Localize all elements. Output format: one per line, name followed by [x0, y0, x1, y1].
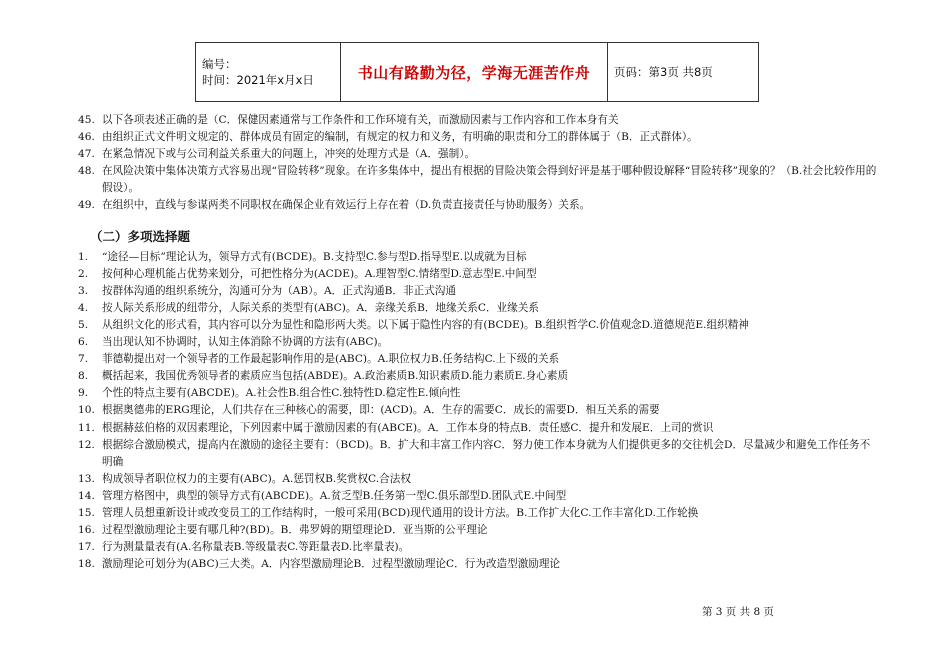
question-text: 构成领导者职位权力的主要有(ABC)。A.惩罚权B.奖赏权C.合法权: [102, 472, 411, 485]
question-item: [78, 522, 878, 539]
question-text: 个性的特点主要有(ABCDE)。A.社会性B.组合性C.独特性D.稳定性E.倾向性: [102, 387, 461, 400]
question-number: 46.: [78, 131, 95, 144]
question-number: 10.: [78, 404, 95, 417]
question-item: [78, 112, 878, 129]
question-item: [78, 471, 878, 488]
question-item: [78, 197, 878, 214]
question-item: [78, 317, 878, 334]
time-label: 时间：2021年x月x日: [202, 73, 314, 87]
question-number: 14.: [78, 489, 95, 502]
motto: 书山有路勤为径，学海无涯苦作舟: [341, 43, 608, 102]
question-text: 过程型激励理论主要有哪几种?(BD)。B．弗罗姆的期望理论D．亚当斯的公平理论: [102, 524, 488, 537]
question-item: [78, 334, 878, 351]
question-item: [78, 420, 878, 437]
question-text: 管理方格图中，典型的领导方式有(ABCDE)。A.贫乏型B.任务第一型C.俱乐部型D.团队式E.中间型: [102, 489, 567, 502]
question-number: 11.: [78, 421, 95, 434]
question-item: [78, 266, 878, 283]
question-number: 12.: [78, 438, 95, 451]
question-number: 15.: [78, 506, 95, 519]
question-text: 管理人员想重新设计或改变员工的工作结构时，一般可采用(BCD)现代通用的设计方法。B.工作扩大化C.工作丰富化D.工作轮换: [102, 506, 699, 519]
multi-choice-list: [78, 249, 878, 574]
question-number: 3.: [78, 284, 89, 297]
question-text: 在风险决策中集体决策方式容易出现“冒险转移”现象。在许多集体中，提出有根据的冒险决策会得到好评是基于哪种假设解释“冒险转移”现象的？（B.社会比较作用的假设）。: [102, 165, 877, 195]
header-meta-cell: [196, 43, 341, 102]
question-item: [78, 505, 878, 522]
question-item: [78, 539, 878, 556]
question-text: 在组织中，直线与参谋两类不同职权在确保企业有效运行上存在着（D.负责直接责任与协助服务）关系。: [102, 199, 591, 212]
question-item: [78, 437, 878, 471]
question-text: 在紧急情况下或与公司利益关系重大的问题上，冲突的处理方式是（A．强制）。: [102, 148, 476, 161]
question-item: [78, 488, 878, 505]
question-text: 由组织正式文件明文规定的、群体成员有固定的编制，有规定的权力和义务，有明确的职责和分工的群体属于（B．正式群体）。: [102, 131, 698, 144]
question-item: [78, 163, 878, 197]
question-number: 48.: [78, 165, 95, 178]
question-number: 6.: [78, 336, 89, 349]
question-item: [78, 129, 878, 146]
question-number: 4.: [78, 301, 89, 314]
question-text: 根据综合激励模式，提高内在激励的途径主要有：（BCD)。B．扩大和丰富工作内容C．努力使工作本身就为人们提供更多的交往机会D．尽量减少和避免工作任务不明确: [102, 438, 871, 468]
question-number: 45.: [78, 114, 95, 126]
question-item: [78, 368, 878, 385]
question-text: 以下各项表述正确的是（C．保健因素通常与工作条件和工作环境有关，而激励因素与工作内容和工作本身有关: [102, 114, 619, 126]
page-label: 页码：第3页 共8页: [608, 43, 759, 102]
question-text: 根据奥德弗的ERG理论，人们共存在三种核心的需要，即：(ACD)。A．生存的需要C．成长的需要D．相互关系的需要: [102, 404, 660, 417]
question-number: 47.: [78, 148, 95, 161]
question-number: 17.: [78, 541, 95, 554]
number-label: 编号：: [202, 57, 237, 71]
header-table: [195, 42, 759, 102]
question-number: 13.: [78, 472, 95, 485]
question-item: [78, 385, 878, 402]
question-number: 5.: [78, 318, 89, 331]
document-body: [78, 112, 878, 573]
single-choice-list: [78, 112, 878, 215]
question-item: [78, 351, 878, 368]
question-text: 菲德勒提出对一个领导者的工作最起影响作用的是(ABC)。A.职位权力B.任务结构C.上下级的关系: [102, 353, 560, 366]
question-item: [78, 402, 878, 419]
question-text: 激励理论可划分为(ABC)三大类。A．内容型激励理论B．过程型激励理论C．行为改造型激励理论: [102, 558, 561, 571]
question-item: [78, 146, 878, 163]
question-number: 1.: [78, 250, 89, 263]
question-item: [78, 283, 878, 300]
question-number: 16.: [78, 524, 95, 537]
question-number: 7.: [78, 353, 89, 366]
question-text: “途径—目标”理论认为，领导方式有(BCDE)。B.支持型C.参与型D.指导型E.以成就为目标: [102, 250, 527, 263]
page-footer: 第 3 页 共 8 页: [701, 606, 774, 618]
section-title: （二）多项选择题: [90, 228, 191, 244]
question-number: 2.: [78, 267, 89, 280]
question-number: 9.: [78, 387, 89, 400]
question-text: 按人际关系形成的纽带分，人际关系的类型有(ABC)。A．亲缘关系B．地缘关系C．业缘关系: [102, 301, 539, 314]
question-text: 按何种心理机能占优势来划分，可把性格分为(ACDE)。A.理智型C.情绪型D.意志型E.中间型: [102, 267, 537, 280]
question-item: [78, 249, 878, 266]
question-number: 8.: [78, 370, 89, 383]
question-text: 当出现认知不协调时，认知主体消除不协调的方法有(ABC)。: [102, 336, 389, 349]
question-text: 行为测量量表有(A.名称量表B.等级量表C.等距量表D.比率量表)。: [102, 541, 410, 554]
question-text: 根据赫兹伯格的双因素理论，下列因素中属于激励因素的有(ABCE)。A．工作本身的特点B．责任感C．提升和发展E．上司的赏识: [102, 421, 714, 434]
question-text: 概括起来，我国优秀领导者的素质应当包括(ABDE)。A.政治素质B.知识素质D.能力素质E.身心素质: [102, 370, 569, 383]
question-text: 按群体沟通的组织系统分，沟通可分为（AB）。A．正式沟通B．非正式沟通: [102, 284, 456, 297]
question-text: 从组织文化的形式看，其内容可以分为显性和隐形两大类。以下属于隐性内容的有(BCDE)。B.组织哲学C.价值观念D.道德规范E.组织精神: [102, 318, 749, 331]
question-number: 18.: [78, 558, 95, 571]
question-item: [78, 300, 878, 317]
question-item: [78, 556, 878, 573]
question-number: 49.: [78, 199, 95, 212]
